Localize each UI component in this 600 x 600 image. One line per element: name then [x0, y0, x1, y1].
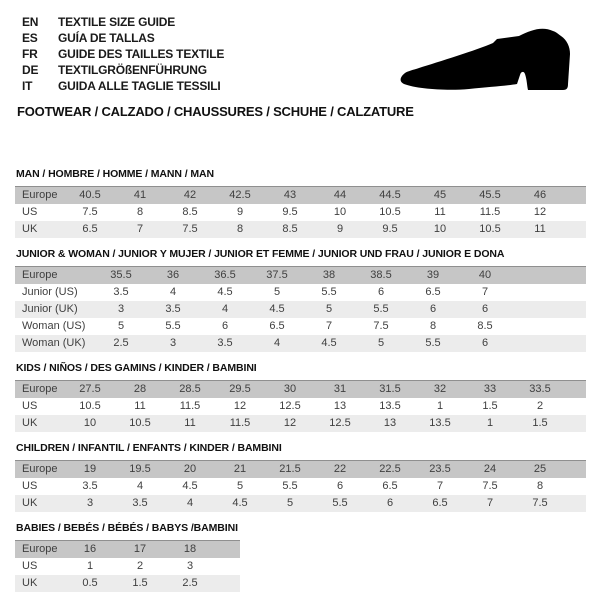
table-row: [15, 495, 586, 512]
table-title: MAN / HOMBRE / HOMME / MANN / MAN: [16, 168, 214, 180]
size-cell: 6: [429, 303, 437, 315]
size-cell: 7: [136, 223, 144, 235]
size-cell: 5.5: [165, 320, 181, 332]
size-cell: 3: [117, 303, 125, 315]
size-cell: 9: [236, 206, 244, 218]
size-cell: 3.5: [113, 286, 129, 298]
row-label: US: [22, 480, 38, 492]
language-list: [22, 14, 224, 94]
row-spacer: [565, 415, 586, 432]
size-cell: 23.5: [415, 461, 465, 479]
language-label: TEXTILE SIZE GUIDE: [58, 15, 176, 29]
table-row: [15, 461, 586, 479]
table-title: KIDS / NIÑOS / DES GAMINS / KINDER / BAMBINI: [16, 362, 257, 374]
size-cell: 6.5: [82, 223, 98, 235]
size-cell: 35.5: [95, 267, 147, 285]
language-code: FR: [22, 47, 38, 61]
row-spacer: [565, 204, 586, 221]
size-cell: 6: [481, 303, 489, 315]
size-cell: 5.5: [332, 497, 348, 509]
row-spacer: [215, 575, 240, 592]
size-cell: 6: [386, 497, 394, 509]
size-cell: 10.5: [379, 206, 401, 218]
size-cell: 5: [117, 320, 125, 332]
size-cell: 8: [236, 223, 244, 235]
size-cell: 7: [325, 320, 333, 332]
row-spacer: [511, 335, 586, 352]
size-cell: 9.5: [282, 206, 298, 218]
size-cell: 6: [336, 480, 344, 492]
size-cell: 1.5: [482, 400, 498, 412]
size-cell: 10.5: [479, 223, 501, 235]
language-code: ES: [22, 31, 38, 45]
size-table-junior-woman: [15, 248, 586, 352]
size-cell: 2.5: [113, 337, 129, 349]
size-cell: 2: [136, 560, 144, 572]
table-row: [15, 541, 240, 559]
size-cell: 7.5: [182, 223, 198, 235]
size-cell: 7.5: [82, 206, 98, 218]
size-cell: 4.5: [269, 303, 285, 315]
size-cell: 39: [407, 267, 459, 285]
row-spacer: [565, 221, 586, 238]
size-cell: 46: [515, 187, 565, 205]
row-spacer: [511, 301, 586, 318]
size-cell: 3: [86, 497, 94, 509]
language-code: DE: [22, 63, 39, 77]
children-table: [15, 460, 586, 512]
size-table-man: [15, 168, 586, 238]
row-spacer: [215, 541, 240, 559]
row-spacer: [565, 398, 586, 415]
size-table-children: [15, 442, 586, 512]
size-cell: 37.5: [251, 267, 303, 285]
language-label: GUÍA DE TALLAS: [58, 31, 155, 45]
row-spacer: [565, 461, 586, 479]
size-cell: 17: [115, 541, 165, 559]
row-spacer: [565, 187, 586, 205]
size-cell: 3: [186, 560, 194, 572]
table-row: [15, 575, 240, 592]
size-cell: 6: [481, 337, 489, 349]
table-row: [15, 187, 586, 205]
table-row: [15, 284, 586, 301]
category-title: FOOTWEAR / CALZADO / CHAUSSURES / SCHUHE / CALZATURE: [17, 104, 414, 119]
table-row: [15, 301, 586, 318]
language-code: IT: [22, 79, 33, 93]
row-label: Europe: [15, 461, 65, 479]
table-title: BABIES / BEBÉS / BÉBÉS / BABYS /BAMBINI: [16, 522, 238, 534]
size-cell: 4: [221, 303, 229, 315]
size-cell: 5: [325, 303, 333, 315]
kids-table: [15, 380, 586, 432]
size-cell: 28: [115, 381, 165, 399]
table-row: [15, 415, 586, 432]
size-cell: 7: [486, 497, 494, 509]
size-cell: 7.5: [373, 320, 389, 332]
language-row-fr: [22, 46, 224, 62]
table-row: [15, 204, 586, 221]
size-cell: 8: [136, 206, 144, 218]
size-cell: 1.5: [532, 417, 548, 429]
size-cell: 40.5: [65, 187, 115, 205]
size-cell: 5.5: [425, 337, 441, 349]
size-cell: 4.5: [232, 497, 248, 509]
size-cell: 4.5: [217, 286, 233, 298]
size-cell: 10.5: [79, 400, 101, 412]
size-cell: 22: [315, 461, 365, 479]
size-cell: 7.5: [532, 497, 548, 509]
size-cell: 44.5: [365, 187, 415, 205]
size-cell: 1: [86, 560, 94, 572]
size-cell: 7: [481, 286, 489, 298]
language-label: GUIDA ALLE TAGLIE TESSILI: [58, 79, 221, 93]
size-cell: 2.5: [182, 577, 198, 589]
size-cell: 12: [283, 417, 297, 429]
row-label: Junior (UK): [22, 303, 78, 315]
size-cell: 5.5: [321, 286, 337, 298]
size-cell: 33: [465, 381, 515, 399]
size-cell: 8.5: [477, 320, 493, 332]
size-cell: 19: [65, 461, 115, 479]
junior-woman-table: [15, 266, 586, 352]
size-cell: 8: [429, 320, 437, 332]
man-table: [15, 186, 586, 238]
row-label: Europe: [15, 187, 65, 205]
table-row: [15, 381, 586, 399]
row-spacer: [511, 318, 586, 335]
size-cell: 8.5: [282, 223, 298, 235]
language-label: TEXTILGRÖßENFÜHRUNG: [58, 63, 207, 77]
size-cell: 16: [65, 541, 115, 559]
dress-shoe-icon: [393, 26, 579, 94]
language-row-en: [22, 14, 224, 30]
size-cell: 7: [436, 480, 444, 492]
table-row: [15, 478, 586, 495]
table-row: [15, 558, 240, 575]
size-cell: 31: [315, 381, 365, 399]
size-cell: 5.5: [282, 480, 298, 492]
size-cell: 5: [273, 286, 281, 298]
size-cell: 25: [515, 461, 565, 479]
size-cell: 0.5: [82, 577, 98, 589]
size-cell: 2: [536, 400, 544, 412]
size-cell: 3.5: [217, 337, 233, 349]
size-cell: 44: [315, 187, 365, 205]
size-cell: 11.5: [479, 206, 501, 218]
size-cell: 3.5: [132, 497, 148, 509]
size-cell: 38: [303, 267, 355, 285]
size-cell: 4: [169, 286, 177, 298]
size-cell: 1.5: [132, 577, 148, 589]
size-cell: 10.5: [129, 417, 151, 429]
size-cell: 13: [383, 417, 397, 429]
size-cell: 43: [265, 187, 315, 205]
size-cell: 32: [415, 381, 465, 399]
size-cell: 11.5: [229, 417, 251, 429]
row-spacer: [565, 381, 586, 399]
size-cell: 6.5: [425, 286, 441, 298]
row-label: UK: [22, 497, 38, 509]
size-cell: 8: [536, 480, 544, 492]
size-cell: 5: [236, 480, 244, 492]
row-spacer: [511, 267, 586, 285]
language-row-de: [22, 62, 224, 78]
size-cell: 11: [134, 400, 146, 412]
size-cell: 42: [165, 187, 215, 205]
row-label: Junior (US): [22, 286, 78, 298]
size-cell: 12.5: [329, 417, 351, 429]
size-cell: 6.5: [432, 497, 448, 509]
size-cell: 6: [221, 320, 229, 332]
babies-table: [15, 540, 240, 592]
size-cell: 33.5: [515, 381, 565, 399]
size-cell: 11: [534, 223, 546, 235]
row-label: Europe: [15, 541, 65, 559]
row-label: US: [22, 400, 38, 412]
size-cell: 41: [115, 187, 165, 205]
size-cell: 3: [169, 337, 177, 349]
row-label: UK: [22, 223, 38, 235]
size-cell: 12: [533, 206, 547, 218]
size-cell: 36: [147, 267, 199, 285]
size-cell: 7.5: [482, 480, 498, 492]
size-cell: 1: [486, 417, 494, 429]
row-label: UK: [22, 577, 38, 589]
size-cell: 42.5: [215, 187, 265, 205]
size-cell: 9: [336, 223, 344, 235]
size-cell: 5: [286, 497, 294, 509]
size-cell: 6.5: [382, 480, 398, 492]
size-cell: 45: [415, 187, 465, 205]
size-cell: 21.5: [265, 461, 315, 479]
size-cell: 30: [265, 381, 315, 399]
size-cell: 6: [377, 286, 385, 298]
row-label: US: [22, 560, 38, 572]
size-cell: 3.5: [165, 303, 181, 315]
size-cell: 13.5: [429, 417, 451, 429]
row-spacer: [565, 495, 586, 512]
row-label: Woman (UK): [22, 337, 86, 349]
size-cell: 11.5: [179, 400, 201, 412]
size-cell: 11: [184, 417, 196, 429]
size-cell: 5.5: [373, 303, 389, 315]
size-cell: 36.5: [199, 267, 251, 285]
table-row: [15, 267, 586, 285]
row-label: Europe: [15, 267, 95, 285]
table-row: [15, 398, 586, 415]
size-cell: 22.5: [365, 461, 415, 479]
language-row-it: [22, 78, 224, 94]
size-cell: 21: [215, 461, 265, 479]
row-spacer: [215, 558, 240, 575]
size-cell: 9.5: [382, 223, 398, 235]
size-cell: 27.5: [65, 381, 115, 399]
size-cell: 13: [333, 400, 347, 412]
size-cell: 4.5: [321, 337, 337, 349]
size-cell: 5: [377, 337, 385, 349]
table-title: CHILDREN / INFANTIL / ENFANTS / KINDER / BAMBINI: [16, 442, 282, 454]
row-label: US: [22, 206, 38, 218]
size-cell: 6.5: [269, 320, 285, 332]
size-cell: 4: [273, 337, 281, 349]
size-cell: 18: [165, 541, 215, 559]
size-cell: 20: [165, 461, 215, 479]
size-cell: 10: [333, 206, 347, 218]
size-cell: 45.5: [465, 187, 515, 205]
size-cell: 31.5: [365, 381, 415, 399]
table-row: [15, 335, 586, 352]
size-table-babies: [15, 522, 586, 592]
size-cell: 40: [459, 267, 511, 285]
size-cell: 38.5: [355, 267, 407, 285]
size-tables: [15, 168, 586, 600]
language-code: EN: [22, 15, 39, 29]
size-cell: 12: [233, 400, 247, 412]
row-spacer: [511, 284, 586, 301]
row-label: Europe: [15, 381, 65, 399]
language-label: GUIDE DES TAILLES TEXTILE: [58, 47, 225, 61]
size-cell: 10: [83, 417, 97, 429]
table-row: [15, 318, 586, 335]
row-spacer: [565, 478, 586, 495]
row-label: UK: [22, 417, 38, 429]
size-cell: 19.5: [115, 461, 165, 479]
size-cell: 28.5: [165, 381, 215, 399]
row-label: Woman (US): [22, 320, 86, 332]
size-cell: 4.5: [182, 480, 198, 492]
size-table-kids: [15, 362, 586, 432]
size-cell: 8.5: [182, 206, 198, 218]
size-cell: 10: [433, 223, 447, 235]
size-cell: 4: [186, 497, 194, 509]
size-cell: 4: [136, 480, 144, 492]
table-row: [15, 221, 586, 238]
size-cell: 12.5: [279, 400, 301, 412]
size-cell: 24: [465, 461, 515, 479]
size-cell: 3.5: [82, 480, 98, 492]
size-cell: 29.5: [215, 381, 265, 399]
size-cell: 1: [436, 400, 444, 412]
table-title: JUNIOR & WOMAN / JUNIOR Y MUJER / JUNIOR ET FEMME / JUNIOR UND FRAU / JUNIOR E DONA: [16, 248, 505, 260]
size-cell: 11: [434, 206, 446, 218]
language-row-es: [22, 30, 224, 46]
size-cell: 13.5: [379, 400, 401, 412]
